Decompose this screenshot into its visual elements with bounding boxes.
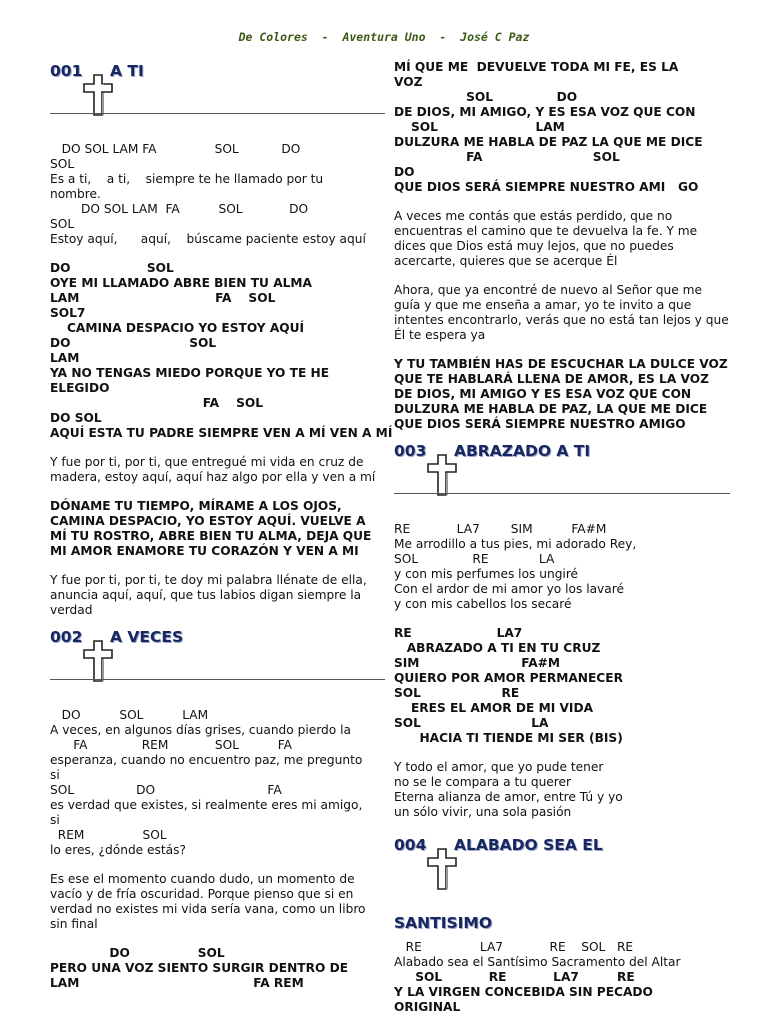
- chord-line: FA REM SOL FA: [50, 738, 292, 752]
- lyric-line: ERES EL AMOR DE MI VIDA: [394, 701, 594, 715]
- lyric-line: DULZURA ME HABLA DE PAZ LA QUE ME DICE: [394, 135, 703, 149]
- song-title: ALABADO SEA EL: [454, 836, 603, 854]
- verse-paragraph: Y fue por ti, por ti, que entregué mi vida en cruz de madera, estoy aquí, aquí haz algo por ella y ven a mí: [50, 455, 376, 484]
- lyric-line: MÍ QUE ME DEVUELVE TODA MI FE, ES LA: [394, 60, 679, 74]
- lyric-line: OYE MI LLAMADO ABRE BIEN TU ALMA: [50, 276, 312, 290]
- lyric-line: Con el ardor de mi amor yo los lavaré: [394, 582, 624, 596]
- lyric-line: CAMINA DESPACIO YO ESTOY AQUÍ: [50, 321, 305, 335]
- chorus-paragraph: Y TU TAMBIÉN HAS DE ESCUCHAR LA DULCE VOZ QUE TE HABLARÁ LLENA DE AMOR, ES LA VOZ DE DIOS, MI AMIGO Y ES ESA VOZ QUE CON DULZURA ME HABLA DE PAZ, LA QUE ME DICE QUE DIOS SERÁ SIEMPRE NUESTRO AMIGO: [394, 357, 728, 431]
- chord-line: DO SOL: [50, 336, 217, 350]
- lyric-line: QUIERO POR AMOR PERMANECER: [394, 671, 623, 685]
- lyric-line: esperanza, cuando no encuentro paz, me pregunto: [50, 753, 363, 767]
- lyric-line: y con mis perfumes los ungiré: [394, 567, 579, 581]
- chord-line: DO SOL LAM FA SOL DO: [50, 142, 301, 156]
- chord-line: LAM: [50, 351, 80, 365]
- chord-line: SOL: [50, 157, 75, 171]
- verse-paragraph: Y fue por ti, por ti, te doy mi palabra llénate de ella, anuncia aquí, aquí, que tus labios digan siempre la verdad: [50, 573, 367, 617]
- lyric-line: Y todo el amor, que yo pude tener: [394, 760, 604, 774]
- lyric-line: Y LA VIRGEN CONCEBIDA SIN PECADO: [394, 985, 653, 999]
- chord-line: SOL RE LA7 RE: [394, 970, 635, 984]
- chord-line: SOL LAM: [394, 120, 565, 134]
- lyric-line: si: [50, 768, 60, 782]
- lyric-line: YA NO TENGAS MIEDO PORQUE YO TE HE: [50, 366, 330, 380]
- divider: [394, 493, 730, 494]
- lyric-line: ABRAZADO A TI EN TU CRUZ: [394, 641, 601, 655]
- chord-line: LAM FA REM: [50, 976, 304, 990]
- song-number: 004: [394, 836, 427, 854]
- lyric-line: A veces, en algunos días grises, cuando pierdo la: [50, 723, 351, 737]
- chord-line: FA SOL: [50, 396, 263, 410]
- divider: [50, 679, 385, 680]
- cross-icon: [83, 640, 113, 682]
- lyric-line: Alabado sea el Santísimo Sacramento del Altar: [394, 955, 681, 969]
- chord-line: SIM FA#M: [394, 656, 560, 670]
- chord-line: SOL RE LA: [394, 552, 555, 566]
- divider: [50, 113, 385, 114]
- chord-line: LAM FA SOL: [50, 291, 276, 305]
- song-heading-002: [50, 626, 385, 694]
- lyric-line: y con mis cabellos los secaré: [394, 597, 572, 611]
- chord-line: RE LA7: [394, 626, 523, 640]
- chorus-paragraph: DÓNAME TU TIEMPO, MÍRAME A LOS OJOS, CAMINA DESPACIO, YO ESTOY AQUÍ. VUELVE A MÍ TU ROSTRO, ABRE BIEN TU ALMA, DEJA QUE MI AMOR ENAMORE TU CORAZÓN Y VEN A MI: [50, 499, 372, 558]
- page-header: De Colores - Aventura Uno - José C Paz: [238, 30, 530, 44]
- chord-line: SOL DO FA: [50, 783, 282, 797]
- cross-icon: [427, 848, 457, 890]
- song-title: ABRAZADO A TI: [454, 442, 591, 460]
- chord-line: SOL LA: [394, 716, 549, 730]
- lyric-line: Estoy aquí, aquí, búscame paciente estoy aquí: [50, 232, 366, 246]
- song-heading-004: [394, 834, 730, 934]
- lyric-line: VOZ: [394, 75, 423, 89]
- chord-line: SOL: [50, 217, 75, 231]
- lyric-line: Es a ti, a ti, siempre te he llamado por tu: [50, 172, 324, 186]
- verse-paragraph: Es ese el momento cuando dudo, un momento de vacío y de fría oscuridad. Porque pienso que si en verdad no existes mi vida sería vana, como un libro sin final: [50, 872, 366, 931]
- song-number: 002: [50, 628, 83, 646]
- lyric-line: QUE DIOS SERÁ SIEMPRE NUESTRO AMI GO: [394, 180, 699, 194]
- verse-paragraph: Ahora, que ya encontré de nuevo al Señor que me guía y que me enseña a amar, yo te invito a que intentes encontrarlo, verás que no está tan lejos y que Él te espera ya: [394, 283, 729, 342]
- lyric-line: nombre.: [50, 187, 101, 201]
- song-number: 001: [50, 62, 83, 80]
- chord-line: RE LA7 SIM FA#M: [394, 522, 607, 536]
- chord-line: SOL DO: [394, 90, 578, 104]
- chord-line: FA SOL: [394, 150, 620, 164]
- chord-line: DO SOL: [50, 411, 102, 425]
- song-title: A TI: [110, 62, 144, 80]
- lyric-line: si: [50, 813, 60, 827]
- chord-line: SOL RE: [394, 686, 520, 700]
- lyric-line: un sólo vivir, una sola pasión: [394, 805, 572, 819]
- lyric-line: ELEGIDO: [50, 381, 110, 395]
- chord-line: DO SOL: [50, 946, 225, 960]
- chord-line: DO: [394, 165, 415, 179]
- song-heading-001: [50, 60, 385, 128]
- lyric-line: PERO UNA VOZ SIENTO SURGIR DENTRO DE: [50, 961, 349, 975]
- song-heading-003: [394, 440, 730, 508]
- left-column: [50, 60, 393, 991]
- chord-line: DO SOL LAM FA SOL DO: [50, 202, 309, 216]
- chord-line: DO SOL: [50, 261, 174, 275]
- lyric-line: lo eres, ¿dónde estás?: [50, 843, 186, 857]
- verse-paragraph: A veces me contás que estás perdido, que no encuentras el camino que te devuelva la fe. Y me dices que Dios está muy lejos, que no puedes acercarte, quieres que se acerque Él: [394, 209, 698, 268]
- cross-icon: [427, 454, 457, 496]
- chord-line: REM SOL: [50, 828, 167, 842]
- chord-line: DO SOL LAM: [50, 708, 209, 722]
- lyric-line: AQUÍ ESTA TU PADRE SIEMPRE VEN A MÍ VEN A MÍ: [50, 426, 393, 440]
- chord-line: SOL7: [50, 306, 86, 320]
- lyric-line: Me arrodillo a tus pies, mi adorado Rey,: [394, 537, 637, 551]
- chord-line: RE LA7 RE SOL RE: [394, 940, 634, 954]
- lyric-line: ORIGINAL: [394, 1000, 461, 1014]
- right-column: [394, 60, 730, 1015]
- song-title: A VECES: [110, 628, 184, 646]
- lyric-line: es verdad que existes, si realmente eres mi amigo,: [50, 798, 363, 812]
- song-title-continued: SANTISIMO: [394, 914, 493, 932]
- lyric-line: DE DIOS, MI AMIGO, Y ES ESA VOZ QUE CON: [394, 105, 696, 119]
- lyric-line: no se le compara a tu querer: [394, 775, 572, 789]
- song-number: 003: [394, 442, 427, 460]
- cross-icon: [83, 74, 113, 116]
- lyric-line: Eterna alianza de amor, entre Tú y yo: [394, 790, 623, 804]
- lyric-line: HACIA TI TIENDE MI SER (BIS): [394, 731, 623, 745]
